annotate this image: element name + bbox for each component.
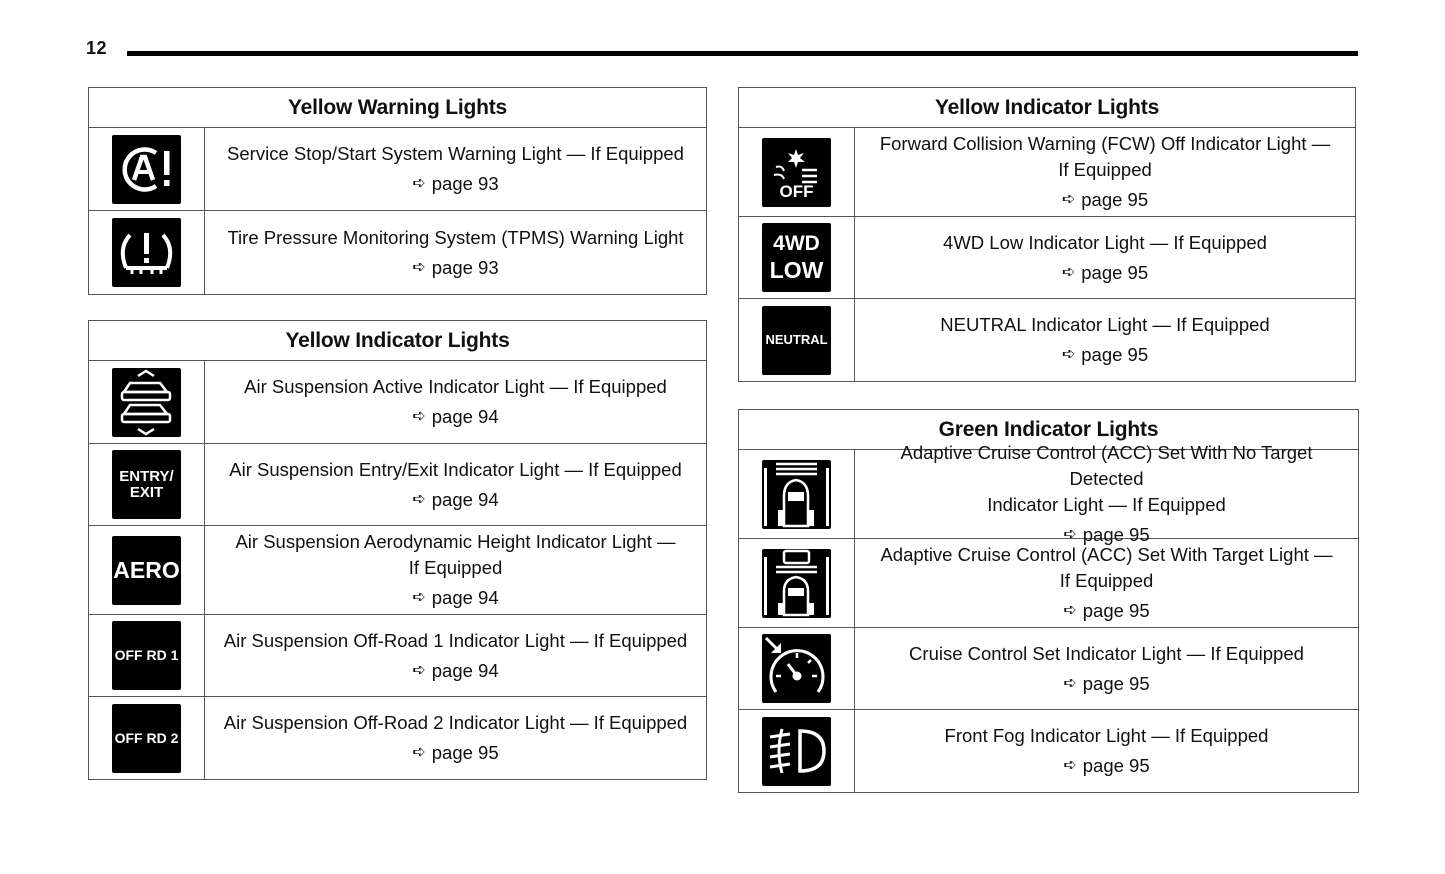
desc-cell: [205, 526, 706, 614]
table-row: [739, 710, 1358, 792]
icon-cell: [739, 628, 855, 709]
icon-cell: [89, 361, 205, 443]
desc-cell: [205, 361, 706, 443]
yellow-indicator-table-left: [88, 320, 707, 780]
page-ref-text: page 93: [431, 173, 499, 194]
icon-cell: [739, 710, 855, 792]
icon-label: NEUTRAL: [765, 332, 828, 348]
page-reference: [412, 255, 498, 281]
row-description-line2: If Equipped: [408, 557, 503, 578]
page-reference: [412, 487, 498, 513]
cruise-set-icon: [762, 634, 831, 703]
front-fog-icon: [762, 717, 831, 786]
page-ref-text: page 94: [431, 659, 499, 681]
row-description: Cruise Control Set Indicator Light — If Equipped: [909, 642, 1304, 664]
table-row: [739, 442, 1358, 545]
arrow-right-icon: ➪: [412, 490, 426, 508]
icon-label-line1: 4WD: [773, 231, 820, 255]
desc-cell: [855, 710, 1358, 792]
row-description: Air Suspension Entry/Exit Indicator Light — If Equipped: [229, 458, 682, 480]
table-row: [89, 615, 706, 697]
row-description: Front Fog Indicator Light — If Equipped: [944, 725, 1269, 746]
icon-cell: [739, 217, 855, 298]
arrow-right-icon: ➪: [412, 661, 426, 679]
icon-label: AERO: [113, 556, 180, 583]
neutral-icon: [762, 306, 831, 375]
page-reference: [412, 585, 498, 611]
arrow-right-icon: ➪: [412, 744, 426, 761]
table-row: [739, 539, 1358, 628]
page-ref-text: page 94: [431, 587, 499, 608]
page-ref-text: page 95: [1082, 524, 1150, 545]
page-reference: [1063, 598, 1149, 624]
desc-cell: [855, 128, 1355, 216]
desc-cell: [205, 697, 706, 779]
off-rd-1-icon: [112, 621, 181, 690]
4wd-low-icon: [762, 223, 831, 292]
icon-cell: [739, 539, 855, 627]
desc-cell: [855, 442, 1358, 545]
page-ref-text: page 95: [1081, 189, 1149, 210]
table-row: [89, 444, 706, 526]
table-title: Yellow Indicator Lights: [89, 321, 706, 361]
arrow-right-icon: ➪: [1063, 674, 1077, 692]
arrow-right-icon: ➪: [412, 258, 426, 276]
page-reference: [1063, 753, 1149, 779]
arrow-right-icon: ➪: [412, 175, 426, 192]
page-ref-text: page 95: [1082, 755, 1150, 776]
icon-label: OFF RD 2: [114, 729, 179, 746]
table-row: [739, 217, 1355, 299]
row-description-line1: Forward Collision Warning (FCW) Off Indicator Light —: [879, 133, 1331, 154]
row-description: 4WD Low Indicator Light — If Equipped: [943, 231, 1267, 253]
table-row: [89, 526, 706, 615]
page-reference: [412, 740, 498, 766]
desc-cell: [205, 444, 706, 525]
page-reference: [1063, 671, 1149, 697]
desc-cell: [205, 615, 706, 696]
page-ref-text: page 95: [431, 742, 499, 763]
page-ref-text: page 94: [431, 406, 499, 427]
page-reference: [1062, 342, 1148, 368]
page-ref-text: page 95: [1082, 672, 1150, 694]
page-reference: [412, 171, 498, 197]
row-description-line1: Adaptive Cruise Control (ACC) Set With No Target Detected: [900, 442, 1313, 489]
yellow-warning-table: [88, 87, 707, 295]
row-description-line1: Adaptive Cruise Control (ACC) Set With Target Light —: [880, 544, 1333, 565]
table-row: [89, 697, 706, 779]
acc-target-icon: [762, 549, 831, 618]
table-title: Yellow Warning Lights: [89, 88, 706, 128]
arrow-right-icon: ➪: [1061, 346, 1076, 363]
row-description-line1: Air Suspension Aerodynamic Height Indicator Light —: [235, 531, 676, 552]
page-reference: [1062, 187, 1148, 213]
page-reference: [412, 404, 498, 430]
row-description: Air Suspension Off-Road 2 Indicator Light — If Equipped: [223, 712, 688, 733]
aero-icon: [112, 536, 181, 605]
green-indicator-table: [738, 409, 1359, 793]
desc-cell: [855, 217, 1355, 298]
yellow-indicator-table-right: [738, 87, 1356, 382]
desc-cell: [855, 628, 1358, 709]
row-description: Service Stop/Start System Warning Light — If Equipped: [227, 143, 684, 164]
icon-label: ENTRY/ EXIT: [119, 467, 174, 501]
arrow-right-icon: ➪: [1061, 263, 1076, 281]
arrow-right-icon: ➪: [1061, 191, 1076, 208]
icon-cell: [89, 444, 205, 525]
row-description: Air Suspension Off-Road 1 Indicator Light — If Equipped: [223, 629, 688, 651]
icon-label: OFF: [779, 182, 814, 202]
table-row: [89, 128, 706, 211]
icon-cell: [89, 526, 205, 614]
icon-cell: [89, 128, 205, 210]
acc-no-target-icon: [762, 460, 831, 529]
icon-cell: [739, 299, 855, 381]
desc-cell: [855, 299, 1355, 381]
table-row: [89, 361, 706, 444]
service-stop-start-icon: [112, 135, 181, 204]
arrow-right-icon: ➪: [1063, 757, 1077, 774]
arrow-right-icon: ➪: [412, 589, 426, 606]
icon-label-line2: LOW: [769, 256, 824, 283]
desc-cell: [855, 539, 1358, 627]
icon-cell: [89, 615, 205, 696]
row-description-line2: If Equipped: [1059, 570, 1154, 591]
page-ref-text: page 95: [1081, 261, 1149, 283]
table-row: [739, 128, 1355, 217]
page-ref-text: page 95: [1081, 344, 1149, 365]
arrow-right-icon: ➪: [1063, 526, 1077, 543]
arrow-right-icon: ➪: [1063, 602, 1077, 619]
row-description-line2: Indicator Light — If Equipped: [987, 494, 1226, 515]
table-row: [739, 628, 1358, 710]
icon-cell: [739, 128, 855, 216]
page-ref-text: page 95: [1082, 600, 1150, 621]
entry-exit-icon: [112, 450, 181, 519]
icon-label: OFF RD 1: [114, 647, 179, 664]
table-title: Yellow Indicator Lights: [739, 88, 1355, 128]
table-title: Green Indicator Lights: [739, 410, 1358, 450]
icon-cell: [89, 697, 205, 779]
icon-cell: [739, 450, 855, 538]
table-row: [89, 211, 706, 294]
fcw-off-icon: [762, 138, 831, 207]
desc-cell: [205, 211, 706, 294]
tpms-icon: [112, 218, 181, 287]
page-ref-text: page 94: [431, 488, 499, 510]
desc-cell: [205, 128, 706, 210]
air-suspension-active-icon: [112, 368, 181, 437]
row-description-line2: If Equipped: [1058, 159, 1152, 180]
row-description: Air Suspension Active Indicator Light — If Equipped: [244, 376, 667, 397]
arrow-right-icon: ➪: [412, 408, 426, 425]
page-reference: [412, 658, 498, 684]
icon-cell: [89, 211, 205, 294]
page-number: 12: [86, 38, 108, 58]
off-rd-2-icon: [112, 704, 181, 773]
row-description: Tire Pressure Monitoring System (TPMS) Warning Light: [227, 226, 684, 248]
table-row: [739, 299, 1355, 381]
page-ref-text: page 93: [431, 256, 499, 278]
row-description: NEUTRAL Indicator Light — If Equipped: [940, 314, 1270, 335]
page-reference: [1062, 260, 1148, 286]
header-rule: [127, 51, 1358, 56]
